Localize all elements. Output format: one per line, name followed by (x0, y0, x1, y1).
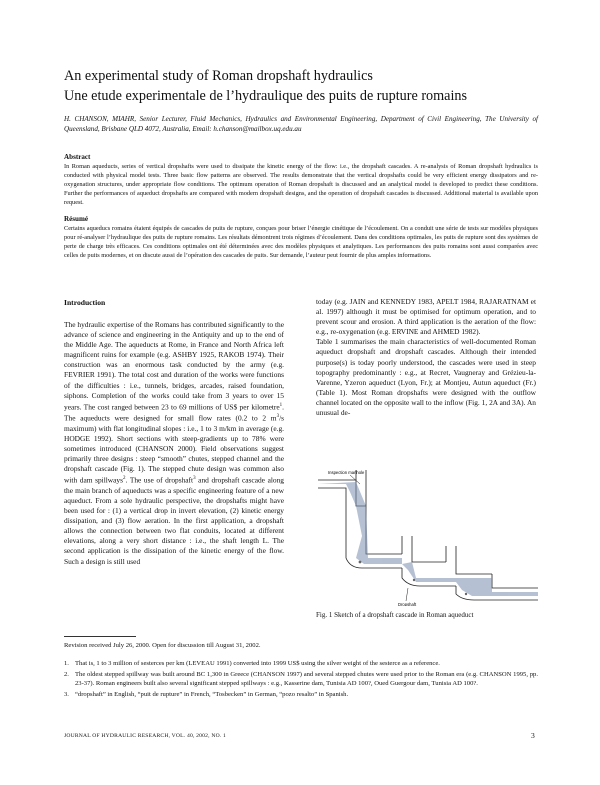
figure-caption: Fig. 1 Sketch of a dropshaft cascade in Roman aqueduct (316, 611, 474, 619)
resume-heading: Résumé (64, 215, 89, 223)
abstract-heading: Abstract (64, 153, 91, 161)
title-english: An experimental study of Roman dropshaft hydraulics (64, 68, 373, 84)
spray-1 (359, 561, 362, 564)
footnote-ref-3: 3 (193, 476, 196, 482)
left-col-part3: /s maximum) with flat longitudinal slopes : i.e., 1 to 3 m/km in average (e.g. HODGE 1992). Short sections with steep-gradients up to 78% were sometimes introduced (CHANSON 2000). Field observations suggest primarily three designs : steep “smooth” chutes, stepped channel and the dropshaft cascade (Fig. 1). The stepped chute design was common also with dam spillways (64, 413, 284, 485)
inlet-floor (318, 488, 346, 526)
footnote-1-text: That is, 1 to 3 million of sesterces per km (LEVEAU 1991) converted into 1999 US$ using the silver weight of the sesterce as a reference. (75, 660, 440, 667)
footnote-2-text: The oldest stepped spillway was built around BC 1,300 in Greece (CHANSON 1997) and several stepped chutes were used prior to the Roman era (e.g. CHANSON 1995, pp. 23-37). Roman engineers built also several significant stepped spillways : e.g., Kasserine dam, Tunisia AD 100?, Oued Guergour dam, Tunisia AD 100?. (75, 671, 538, 687)
outlet-channel (492, 574, 538, 588)
water-flow-3 (456, 578, 538, 596)
left-column-text (64, 320, 284, 567)
resume-text: Certains aqueducs romains étaient équipés de cascades de puits de rupture, conçues pour briser l’énergie cinétique de l’écoulement. On a conduit une série de tests sur modèles physiques pour ré-analyser l’hydraulique des puits de rupture romains. Les résultats démontrent trois régimes d’écoulement. Dans des conditions optimales, les puits de rupture sont des systèmes de perte de charge très efficaces. Ces conditions optimales ont été déterminées avec des modèles physiques et analytiques. Les performances des puits romains sont aussi comparées avec celles de puits modernes, et on discute aussi de l’opération des cascades de puits. Sur demande, l’auteur peut fournir de plus amples informations. (64, 225, 538, 260)
footnote-3-text: “dropshaft” in English, “puit de rupture” in French, “Tosbecken” in German, “pozo resalto” in Spanish. (75, 691, 349, 698)
introduction-heading: Introduction (64, 298, 106, 307)
spray-3 (465, 593, 467, 595)
water-flow-1 (318, 482, 402, 564)
footnote-2-num: 2. (64, 671, 69, 678)
footnote-3-num: 3. (64, 691, 69, 698)
shaft-3-top (446, 546, 492, 574)
footnote-ref-1: 1 (279, 402, 283, 408)
footnote-2 (64, 670, 538, 688)
right-col-paragraph-2: Table 1 summarises the main characteristics of well-documented Roman aqueduct dropshaft and dropshaft cascades. Although their intended purpose(s) is today poorly understood, the cascades were used in steep topography predominantly : e.g., at Recret, Vaugneray and Grézieu-la-Varenne, Yzeron aqueduct (Lyon, Fr.); at Montjeu, Autun aqueduct (Fr.) (Table 1). Most Roman dropshafts were designed with the outflow channel located on the opposite wall to the inflow (Fig. 1, 2A and 3A). An unusual de- (316, 337, 536, 418)
figure-dropshaft-cascade (316, 466, 542, 606)
dropshaft-cascade-sketch (316, 466, 542, 606)
left-col-part4: . The use of dropshaft (125, 475, 194, 485)
label-dropshaft: Dropshaft (398, 602, 417, 606)
shaft-1-wall (366, 506, 402, 554)
left-col-part1: The hydraulic expertise of the Romans has contributed significantly to the advance of science and engineering in the Antiquity and up to the end of the Middle Age. The aqueducts at Rome, in France and North Africa left magnificent ruins for example (e.g. ASHBY 1925, RAKOB 1974). Their construction was an enormous task conducted by the army (e.g. FEVRIER 1991). The total cost and duration of the works were functions of the difficulties : i.e., tunnels, bridges, arcades, raised foundation, siphons. Completion of the works could take from 3 years to over 15 years. The cost ranged between 23 to 69 millions of US$ per kilometre (64, 320, 284, 412)
superscript-3: 3 (276, 414, 280, 420)
page-number: 3 (531, 731, 535, 740)
footnotes (64, 659, 538, 701)
footnote-3 (64, 690, 538, 699)
label-inspection-manhole: Inspection manhole (328, 470, 365, 475)
spray-2 (413, 579, 415, 581)
left-col-part5: and dropshaft cascade along the main branch of aqueducts was a specific engineering feature of a new aqueduct. From a sole hydraulic perspective, the dropshafts might have been used for : (1) a vertical drop in invert elevation, (2) kinetic energy dissipation, and (3) flow aeration. In the first application, a dropshaft allows the connection between two flat conduits, located at different elevations, along a very short distance : i.e., the shaft length L. The second application is the dissipation of the kinetic energy of the flow. Such a design is still used (64, 475, 284, 566)
author-affiliation-text: H. CHANSON, MIAHR, Senior Lecturer, Fluid Mechanics, Hydraulics and Environmental Engineering, Department of Civil Engineering, The University of Queensland, Brisbane QLD 4072, Australia, Email: h.chanson@mailbox.uq.edu.au (64, 115, 538, 134)
shaft-2-top (402, 536, 446, 562)
title-french: Une etude experimentale de l’hydraulique des puits de rupture romains (64, 88, 468, 104)
journal-footer: JOURNAL OF HYDRAULIC RESEARCH, VOL. 40, 2002, NO. 1 (64, 733, 227, 739)
left-col-part2: . The aqueducts were designed for small flow rates (0.2 to 2 m (64, 402, 284, 423)
footnote-1 (64, 659, 538, 668)
footnote-ref-2: 2 (123, 476, 126, 482)
right-column-text (316, 297, 536, 418)
right-col-paragraph-1: today (e.g. JAIN and KENNEDY 1983, APELT 1984, RAJARATNAM et al. 1997) although it must be optimised for optimum operation, and to prevent scour and erosion. A third application is the aeration of the flow: e.g., re-oxygenation (e.g. ERVINE and AHMED 1982). (316, 297, 536, 337)
leader-dropshaft (406, 588, 408, 601)
author-affiliation (64, 114, 538, 134)
footnote-rule (64, 636, 136, 637)
abstract-text: In Roman aqueducts, series of vertical dropshafts were used to dissipate the kinetic energy of the flow: i.e., the dropshaft cascades. A re-analysis of Roman dropshaft hydraulics is conducted with physical model tests. Three basic flow patterns are observed. The results demonstrate that the vertical dropshafts could be very efficient energy dissipators and re-oxygenation structures, under appropriate flow conditions. The optimum operation of Roman dropshaft is discussed and an analytical model is developed to predict these conditions. Further the performances of aqueduct dropshafts are compared with modern dropshaft designs, and the operation of dropshaft cascades is discussed. Additional material is available upon request. (64, 163, 538, 207)
footnote-1-num: 1. (64, 660, 69, 667)
revision-note: Revision received July 26, 2000. Open for discussion till August 31, 2002. (64, 642, 261, 649)
water-flow-2 (402, 562, 456, 582)
